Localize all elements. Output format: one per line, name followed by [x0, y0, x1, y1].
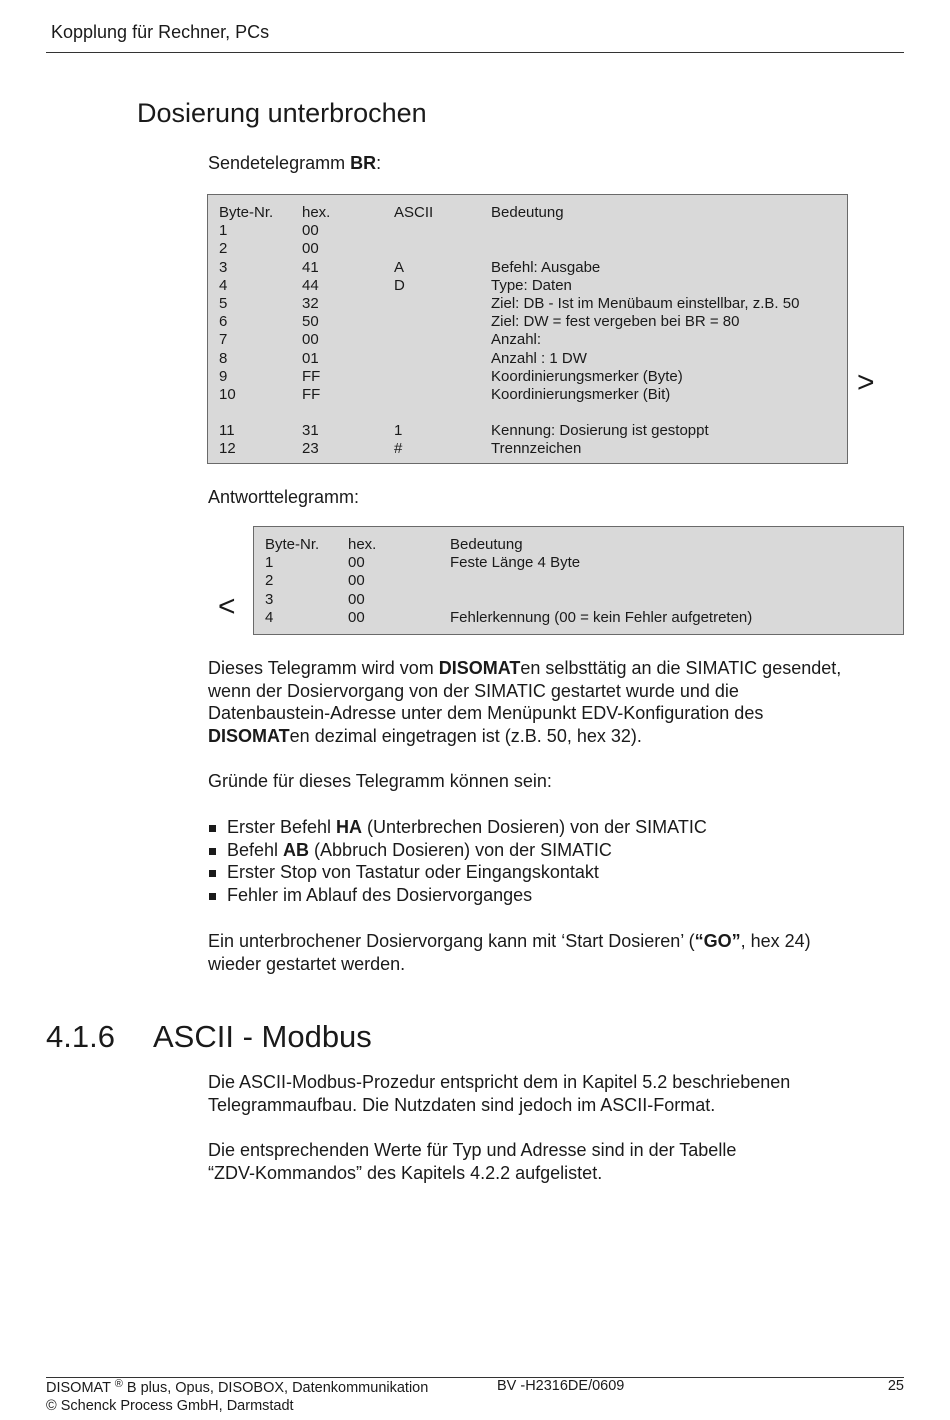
- paragraph-modbus-procedure: [208, 1071, 904, 1116]
- cell-byte: 4: [219, 276, 228, 294]
- cell-hex: 50: [302, 313, 319, 331]
- cell-meaning: Befehl: Ausgabe: [491, 258, 601, 276]
- list-item: [208, 816, 707, 839]
- send-direction-arrow: >: [857, 366, 875, 399]
- table-row: [254, 591, 903, 609]
- paragraph-line: Die entsprechenden Werte für Typ und Adresse sind in der Tabelle: [208, 1140, 737, 1160]
- list-item: [208, 839, 707, 862]
- column-header-byte: Byte-Nr.: [265, 536, 320, 553]
- cell-byte: 2: [265, 572, 274, 590]
- cell-byte: 11: [219, 422, 235, 440]
- product-name: DISOMAT: [208, 725, 290, 746]
- section-heading: Dosierung unterbrochen: [137, 98, 427, 128]
- paragraph-line: [208, 725, 904, 748]
- cell-byte: 1: [265, 554, 274, 572]
- cell-ascii: #: [394, 440, 403, 458]
- text: en dezimal eingetragen ist (z.B. 50, hex 32).: [289, 725, 642, 746]
- text: DISOMAT: [46, 1380, 115, 1396]
- cell-hex: 31: [302, 422, 319, 440]
- cell-byte: 12: [219, 440, 236, 458]
- bullet-square-icon: [209, 825, 216, 832]
- paragraph-line: Datenbaustein-Adresse unter dem Menüpunkt EDV-Konfiguration des: [208, 703, 764, 724]
- footer-copyright: © Schenck Process GmbH, Darmstadt: [46, 1398, 294, 1414]
- paragraph-line: wenn der Dosiervorgang von der SIMATIC gestartet wurde und die: [208, 680, 739, 701]
- cell-hex: 41: [302, 258, 319, 276]
- table-header-row: [208, 204, 847, 222]
- paragraph-line: Telegrammaufbau. Die Nutzdaten sind jedoch im ASCII-Format.: [208, 1094, 716, 1115]
- cell-meaning: Koordinierungsmerker (Bit): [491, 385, 671, 403]
- text: (Abbruch Dosieren) von der SIMATIC: [309, 839, 612, 860]
- paragraph-disomat: [208, 657, 904, 747]
- cell-meaning: Kennung: Dosierung ist gestoppt: [491, 422, 709, 440]
- cell-hex: 00: [302, 331, 319, 349]
- paragraph-line: wieder gestartet werden.: [208, 953, 406, 974]
- cell-hex: 44: [302, 276, 319, 294]
- text: Dieses Telegramm wird vom: [208, 658, 439, 678]
- column-header-meaning: Bedeutung: [491, 204, 564, 221]
- column-header-hex: hex.: [348, 536, 377, 553]
- receive-direction-arrow: <: [218, 590, 236, 623]
- subsection-number: 4.1.6: [46, 1019, 115, 1054]
- cell-ascii: 1: [394, 422, 403, 440]
- cell-byte: 3: [265, 590, 274, 608]
- paragraph-line: [208, 657, 904, 680]
- table-row: [208, 368, 847, 386]
- list-item: [208, 884, 707, 907]
- registered-mark: ®: [114, 1378, 123, 1390]
- cell-hex: 00: [348, 608, 365, 626]
- command-code: AB: [283, 839, 310, 860]
- send-telegram-label: [208, 153, 381, 174]
- text: , hex 24): [740, 931, 811, 951]
- cell-byte: 6: [219, 313, 228, 331]
- cell-meaning: Type: Daten: [491, 276, 572, 294]
- cell-meaning: Ziel: DB - Ist im Menübaum einstellbar, z.B. 50: [491, 294, 800, 312]
- cell-meaning: Ziel: DW = fest vergeben bei BR = 80: [491, 313, 740, 331]
- cell-hex: 23: [302, 440, 319, 458]
- table-row: [208, 222, 847, 240]
- send-label-colon: :: [376, 153, 382, 173]
- reasons-title: Gründe für dieses Telegramm können sein:: [208, 771, 552, 791]
- send-label-command: BR: [350, 153, 377, 173]
- column-header-byte: Byte-Nr.: [219, 204, 274, 221]
- table-row: [208, 240, 847, 258]
- cell-byte: 5: [219, 294, 228, 312]
- table-row: [254, 572, 903, 590]
- text: Ein unterbrochener Dosiervorgang kann mit ‘Start Dosieren’ (: [208, 931, 695, 951]
- command-code: “GO”: [694, 931, 741, 951]
- bullet-square-icon: [209, 893, 216, 900]
- list-item: [208, 861, 707, 884]
- cell-meaning: Feste Länge 4 Byte: [450, 554, 581, 572]
- bullet-square-icon: [209, 870, 216, 877]
- table-row: [254, 554, 903, 572]
- cell-byte: 8: [219, 349, 228, 367]
- table-row: [208, 259, 847, 277]
- table-row: [208, 350, 847, 368]
- paragraph-line: “ZDV-Kommandos” des Kapitels 4.2.2 aufgelistet.: [208, 1162, 603, 1183]
- text: (Unterbrechen Dosieren) von der SIMATIC: [362, 817, 707, 837]
- paragraph-line: Die ASCII-Modbus-Prozedur entspricht dem in Kapitel 5.2 beschriebenen: [208, 1072, 791, 1092]
- paragraph-modbus-values: [208, 1139, 904, 1184]
- footer-document-number: BV -H2316DE/0609: [497, 1378, 625, 1394]
- cell-meaning: Fehlerkennung (00 = kein Fehler aufgetreten): [450, 608, 753, 626]
- table-row: [208, 331, 847, 349]
- text: Erster Befehl: [227, 817, 337, 837]
- table-row: [208, 422, 847, 440]
- cell-meaning: Anzahl : 1 DW: [491, 349, 587, 367]
- paragraph-line: [208, 930, 904, 953]
- cell-byte: 1: [219, 222, 228, 240]
- cell-hex: 00: [302, 222, 319, 240]
- cell-byte: 9: [219, 367, 228, 385]
- text: Befehl: [227, 839, 284, 860]
- cell-hex: FF: [302, 385, 321, 403]
- text: en selbsttätig an die SIMATIC gesendet,: [520, 658, 842, 678]
- table-row: [208, 386, 847, 404]
- running-header: Kopplung für Rechner, PCs: [51, 22, 270, 42]
- table-header-row: [254, 536, 903, 554]
- table-row: [208, 440, 847, 458]
- cell-byte: 7: [219, 331, 228, 349]
- column-header-ascii: ASCII: [394, 204, 434, 221]
- text: Fehler im Ablauf des Dosiervorganges: [227, 884, 533, 905]
- cell-byte: 2: [219, 240, 228, 258]
- cell-ascii: D: [394, 276, 405, 294]
- cell-ascii: A: [394, 258, 405, 276]
- send-label-text: Sendetelegramm: [208, 153, 351, 173]
- cell-hex: 00: [348, 554, 365, 572]
- cell-byte: 10: [219, 385, 236, 403]
- reasons-list: [208, 816, 707, 906]
- command-code: HA: [336, 817, 363, 837]
- answer-telegram-table: [253, 526, 904, 635]
- cell-meaning: Anzahl:: [491, 331, 542, 349]
- cell-hex: 00: [348, 590, 365, 608]
- product-name: DISOMAT: [438, 658, 521, 678]
- cell-hex: 00: [302, 240, 319, 258]
- subsection-title: ASCII - Modbus: [153, 1019, 372, 1054]
- cell-hex: FF: [302, 367, 321, 385]
- footer-product: [46, 1378, 428, 1396]
- cell-byte: 3: [219, 258, 228, 276]
- send-telegram-table: [207, 194, 848, 464]
- table-row: [208, 277, 847, 295]
- cell-meaning: Koordinierungsmerker (Byte): [491, 367, 683, 385]
- table-row: [208, 295, 847, 313]
- cell-hex: 00: [348, 572, 365, 590]
- header-rule: [46, 52, 904, 53]
- column-header-hex: hex.: [302, 204, 331, 221]
- paragraph-restart: [208, 930, 904, 975]
- column-header-meaning: Bedeutung: [450, 536, 523, 553]
- table-row: [208, 313, 847, 331]
- cell-byte: 4: [265, 608, 274, 626]
- page-number: 25: [887, 1378, 904, 1394]
- cell-hex: 01: [302, 349, 319, 367]
- bullet-square-icon: [209, 848, 216, 855]
- table-row: [254, 609, 903, 627]
- answer-telegram-label: Antworttelegramm:: [208, 487, 360, 507]
- cell-meaning: Trennzeichen: [491, 440, 582, 458]
- text: B plus, Opus, DISOBOX, Datenkommunikation: [122, 1380, 429, 1396]
- text: Erster Stop von Tastatur oder Eingangskontakt: [227, 862, 599, 883]
- cell-hex: 32: [302, 294, 319, 312]
